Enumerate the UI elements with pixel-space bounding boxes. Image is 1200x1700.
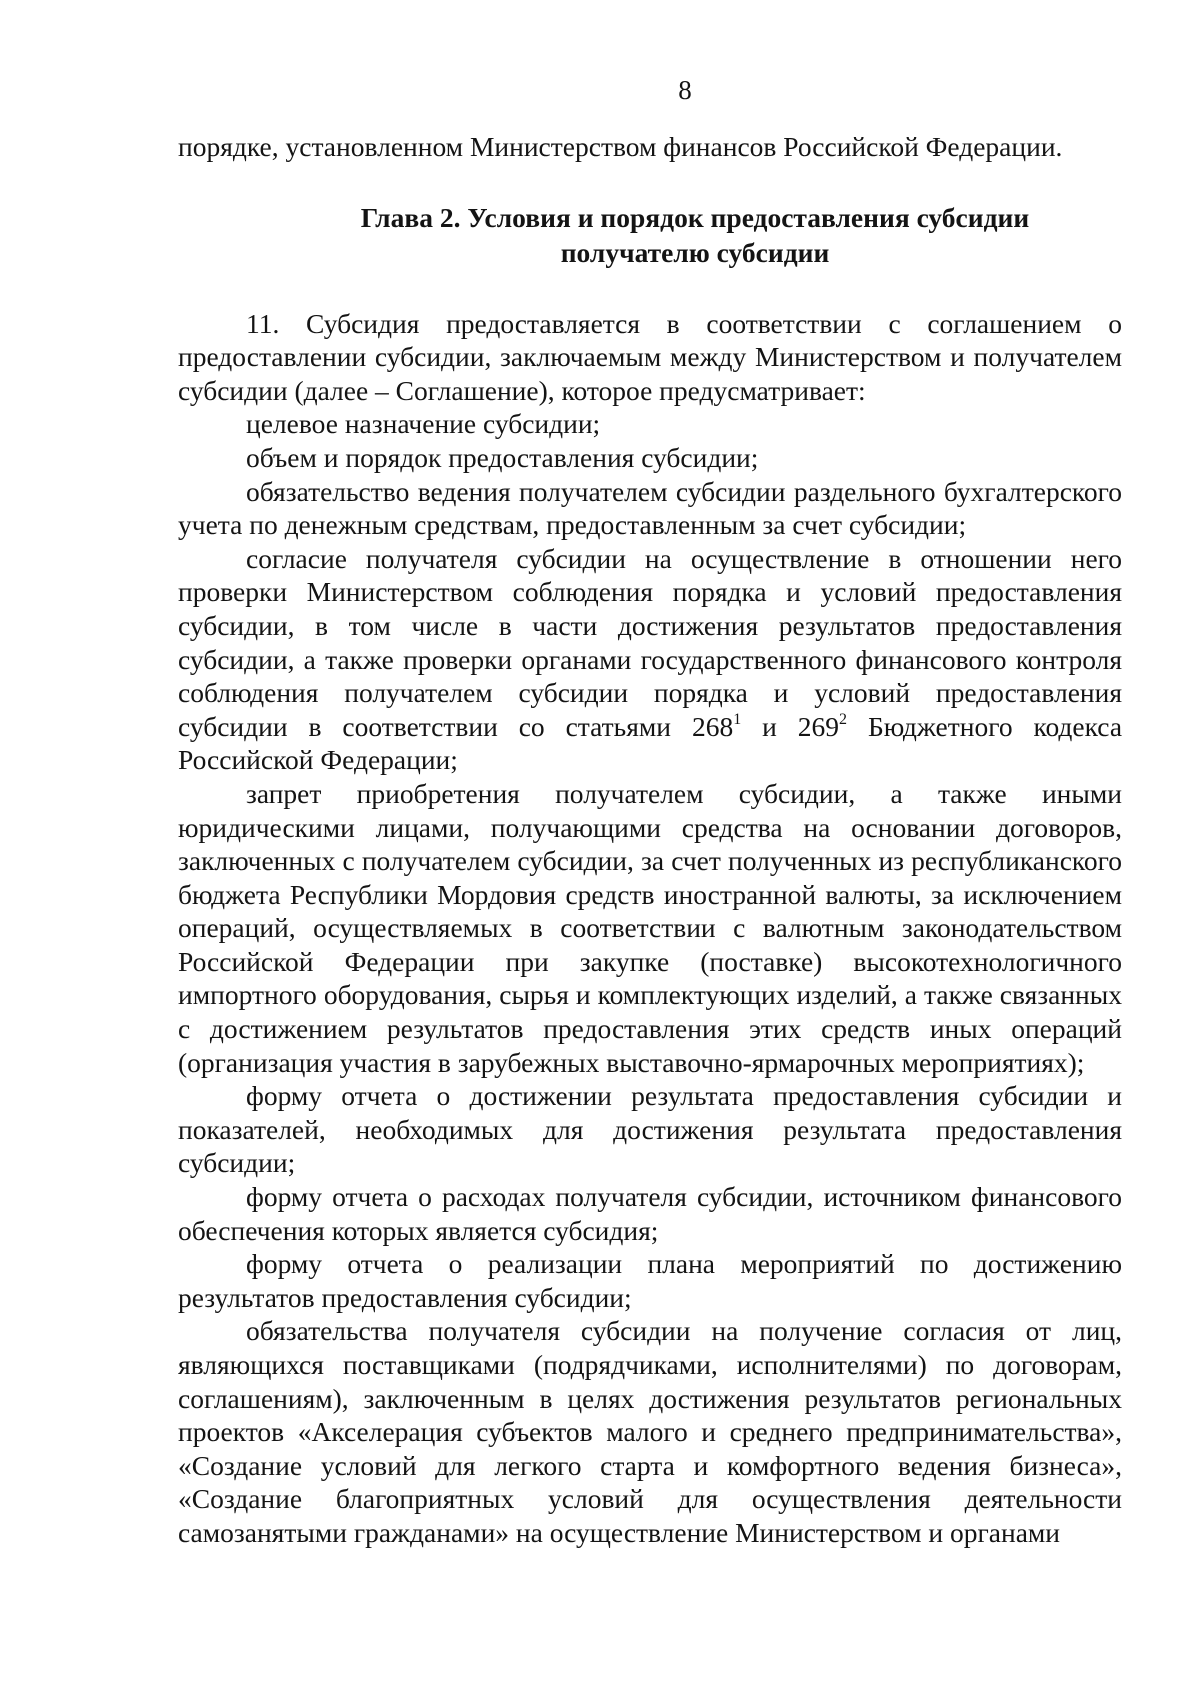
paragraph-report-plan: форму отчета о реализации плана мероприятий по достижению результатов предоставления субсидии; (178, 1248, 1122, 1313)
chapter-heading-line-1: Глава 2. Условия и порядок предоставления субсидии (360, 201, 1030, 233)
paragraph-consent-text-end: Бюджетного кодекса Российской Федерации; (178, 710, 1123, 776)
article-268-superscript: 1 (733, 710, 742, 728)
paragraph-consent (178, 542, 1122, 777)
article-268: 268 (691, 710, 734, 742)
paragraph-volume: объем и порядок предоставления субсидии; (246, 441, 759, 473)
paragraph-report-expenses: форму отчета о расходах получателя субсидии, источником финансового обеспечения которых является субсидия; (178, 1181, 1122, 1246)
paragraph-ban: запрет приобретения получателем субсидии, а также иными юридическими лицами, получающими средства на основании договоров, заключенных с получателем субсидии, за счет полученных из республиканского бюджета Республики Мордовия средств иностранной валюты, за исключением операций, осуществляемых в соответствии с валютным законодательством Российской Федерации при закупке (поставке) высокотехнологичного импортного оборудования, сырья и комплектующих изделий, а также связанных с достижением результатов предоставления этих средств иных операций (организация участия в зарубежных выставочно-ярмарочных мероприятиях); (178, 777, 1122, 1078)
article-269: 269 (797, 710, 840, 742)
paragraph-consent-text: согласие получателя субсидии на осуществление в отношении него проверки Министерством соблюдения порядка и условий предоставления субсидии, в том числе в части достижения результатов предоставления субсидии, а также проверки органами государственного финансового контроля соблюдения получателем субсидии порядка и условий предоставления субсидии в соответствии со статьями (178, 542, 1122, 742)
page-number: 8 (678, 75, 692, 105)
conjunction-and: и (762, 710, 777, 742)
paragraph-target: целевое назначение субсидии; (246, 408, 601, 440)
paragraph-obligations: обязательства получателя субсидии на получение согласия от лиц, являющихся поставщиками (подрядчиками, исполнителями) по договорам, соглашениям), заключенным в целях достижения результатов региональных проектов «Акселерация субъектов малого и среднего предпринимательства», «Создание условий для легкого старта и комфортного ведения бизнеса», «Создание благоприятных условий для осуществления деятельности самозанятыми гражданами» на осуществление Министерством и органами (178, 1315, 1122, 1548)
continued-paragraph: порядке, установленном Министерством финансов Российской Федерации. (178, 131, 1063, 162)
document-body (178, 130, 1122, 1550)
paragraph-accounting: обязательство ведения получателем субсидии раздельного бухгалтерского учета по денежным средствам, предоставленным за счет субсидии; (178, 475, 1122, 541)
article-269-superscript: 2 (839, 710, 848, 728)
chapter-heading-line-2: получателю субсидии (560, 236, 830, 268)
paragraph-report-result: форму отчета о достижении результата предоставления субсидии и показателей, необходимых для достижения результата предоставления субсидии; (178, 1080, 1122, 1179)
paragraph-11: 11. Субсидия предоставляется в соответствии с соглашением о предоставлении субсидии, заключаемым между Министерством и получателем субсидии (далее – Соглашение), которое предусматривает: (178, 307, 1122, 406)
chapter-heading (178, 200, 1122, 270)
